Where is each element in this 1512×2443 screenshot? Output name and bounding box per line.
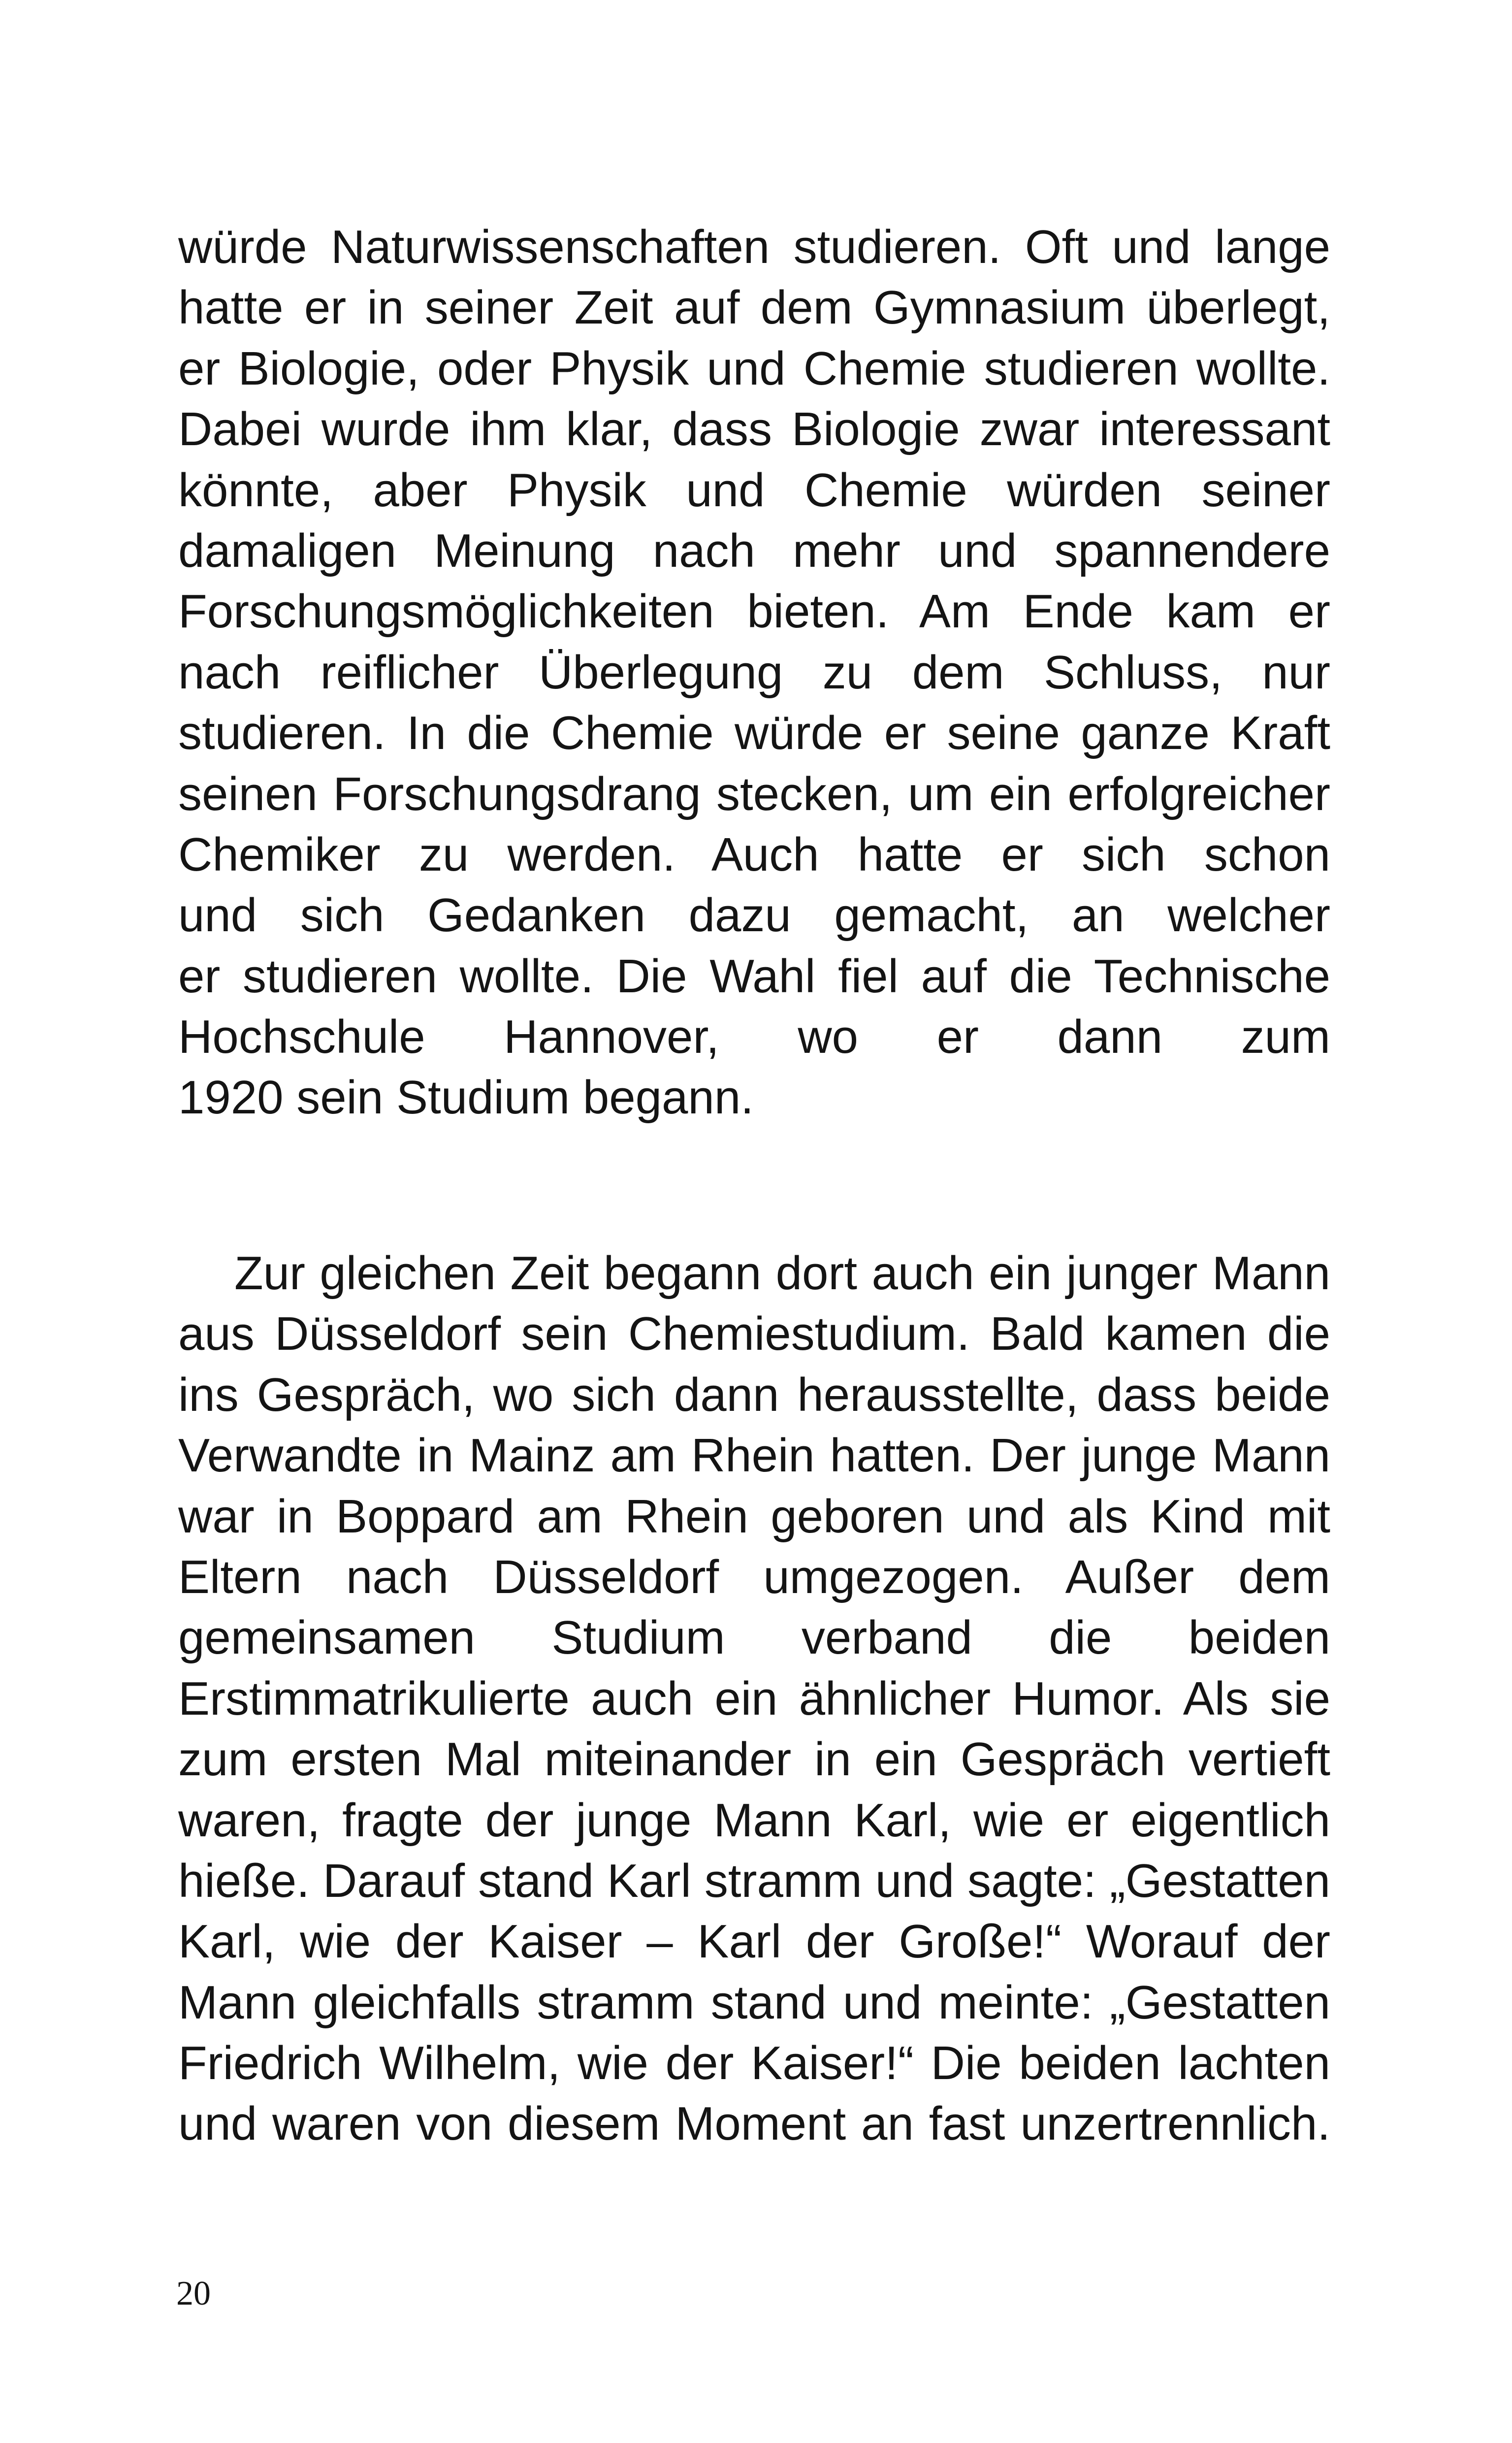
text-line: ins Gespräch, wo sich dann herausstellte, dass beide: [178, 1368, 1330, 1421]
text-line: Forschungsmöglichkeiten bieten. Am Ende kam er: [178, 585, 1330, 638]
text-line: Chemiker zu werden. Auch hatte er sich schon: [178, 828, 1330, 881]
text-line: Dabei wurde ihm klar, dass Biologie zwar interessant: [178, 403, 1330, 456]
text-line: würde Naturwissenschaften studieren. Oft und lange: [178, 221, 1330, 273]
page-number: 20: [176, 2275, 211, 2313]
text-line: er Biologie, oder Physik und Chemie studieren wollte.: [178, 342, 1330, 395]
text-line: hatte er in seiner Zeit auf dem Gymnasium überlegt,: [178, 281, 1330, 334]
text-line: 1920 sein Studium begann.: [178, 1071, 754, 1124]
text-line: Zur gleichen Zeit begann dort auch ein junger Mann: [234, 1247, 1330, 1300]
text-line: gemeinsamen Studium verband die beiden: [178, 1611, 1330, 1664]
paragraph-1: [178, 217, 1330, 1128]
text-line: war in Boppard am Rhein geboren und als Kind mit: [178, 1490, 1330, 1543]
text-line: studieren. In die Chemie würde er seine ganze Kraft: [178, 707, 1330, 760]
text-line: Verwandte in Mainz am Rhein hatten. Der junge Mann: [178, 1429, 1330, 1482]
text-line: und sich Gedanken dazu gemacht, an welcher: [178, 889, 1330, 942]
text-line: nach reiflicher Überlegung zu dem Schluss, nur: [178, 646, 1330, 699]
text-line: Hochschule Hannover, wo er dann zum: [178, 1010, 1330, 1064]
text-line: Friedrich Wilhelm, wie der Kaiser!“ Die beiden lachten: [178, 2037, 1330, 2090]
text-line: Eltern nach Düsseldorf umgezogen. Außer dem: [178, 1550, 1330, 1603]
text-line: seinen Forschungsdrang stecken, um ein erfolgreicher: [178, 767, 1330, 820]
text-line: Erstimmatrikulierte auch ein ähnlicher Humor. Als sie: [178, 1672, 1330, 1725]
paragraph-2: [178, 1243, 1330, 2154]
text-line: Mann gleichfalls stramm stand und meinte: „Gestatten: [178, 1976, 1330, 2029]
text-line: aus Düsseldorf sein Chemiestudium. Bald kamen die: [178, 1307, 1330, 1361]
text-line: zum ersten Mal miteinander in ein Gespräch vertieft: [178, 1733, 1330, 1786]
text-line: hieße. Darauf stand Karl stramm und sagte: „Gestatten: [178, 1854, 1330, 1907]
text-line: und waren von diesem Moment an fast unzertrennlich.: [178, 2097, 1330, 2150]
text-line: könnte, aber Physik und Chemie würden seiner: [178, 463, 1330, 517]
text-line: er studieren wollte. Die Wahl fiel auf die Technische: [178, 949, 1330, 1003]
text-line: Karl, wie der Kaiser – Karl der Große!“ Worauf der: [178, 1915, 1330, 1968]
text-line: waren, fragte der junge Mann Karl, wie er eigentlich: [178, 1793, 1330, 1847]
text-line: damaligen Meinung nach mehr und spannendere: [178, 524, 1330, 577]
